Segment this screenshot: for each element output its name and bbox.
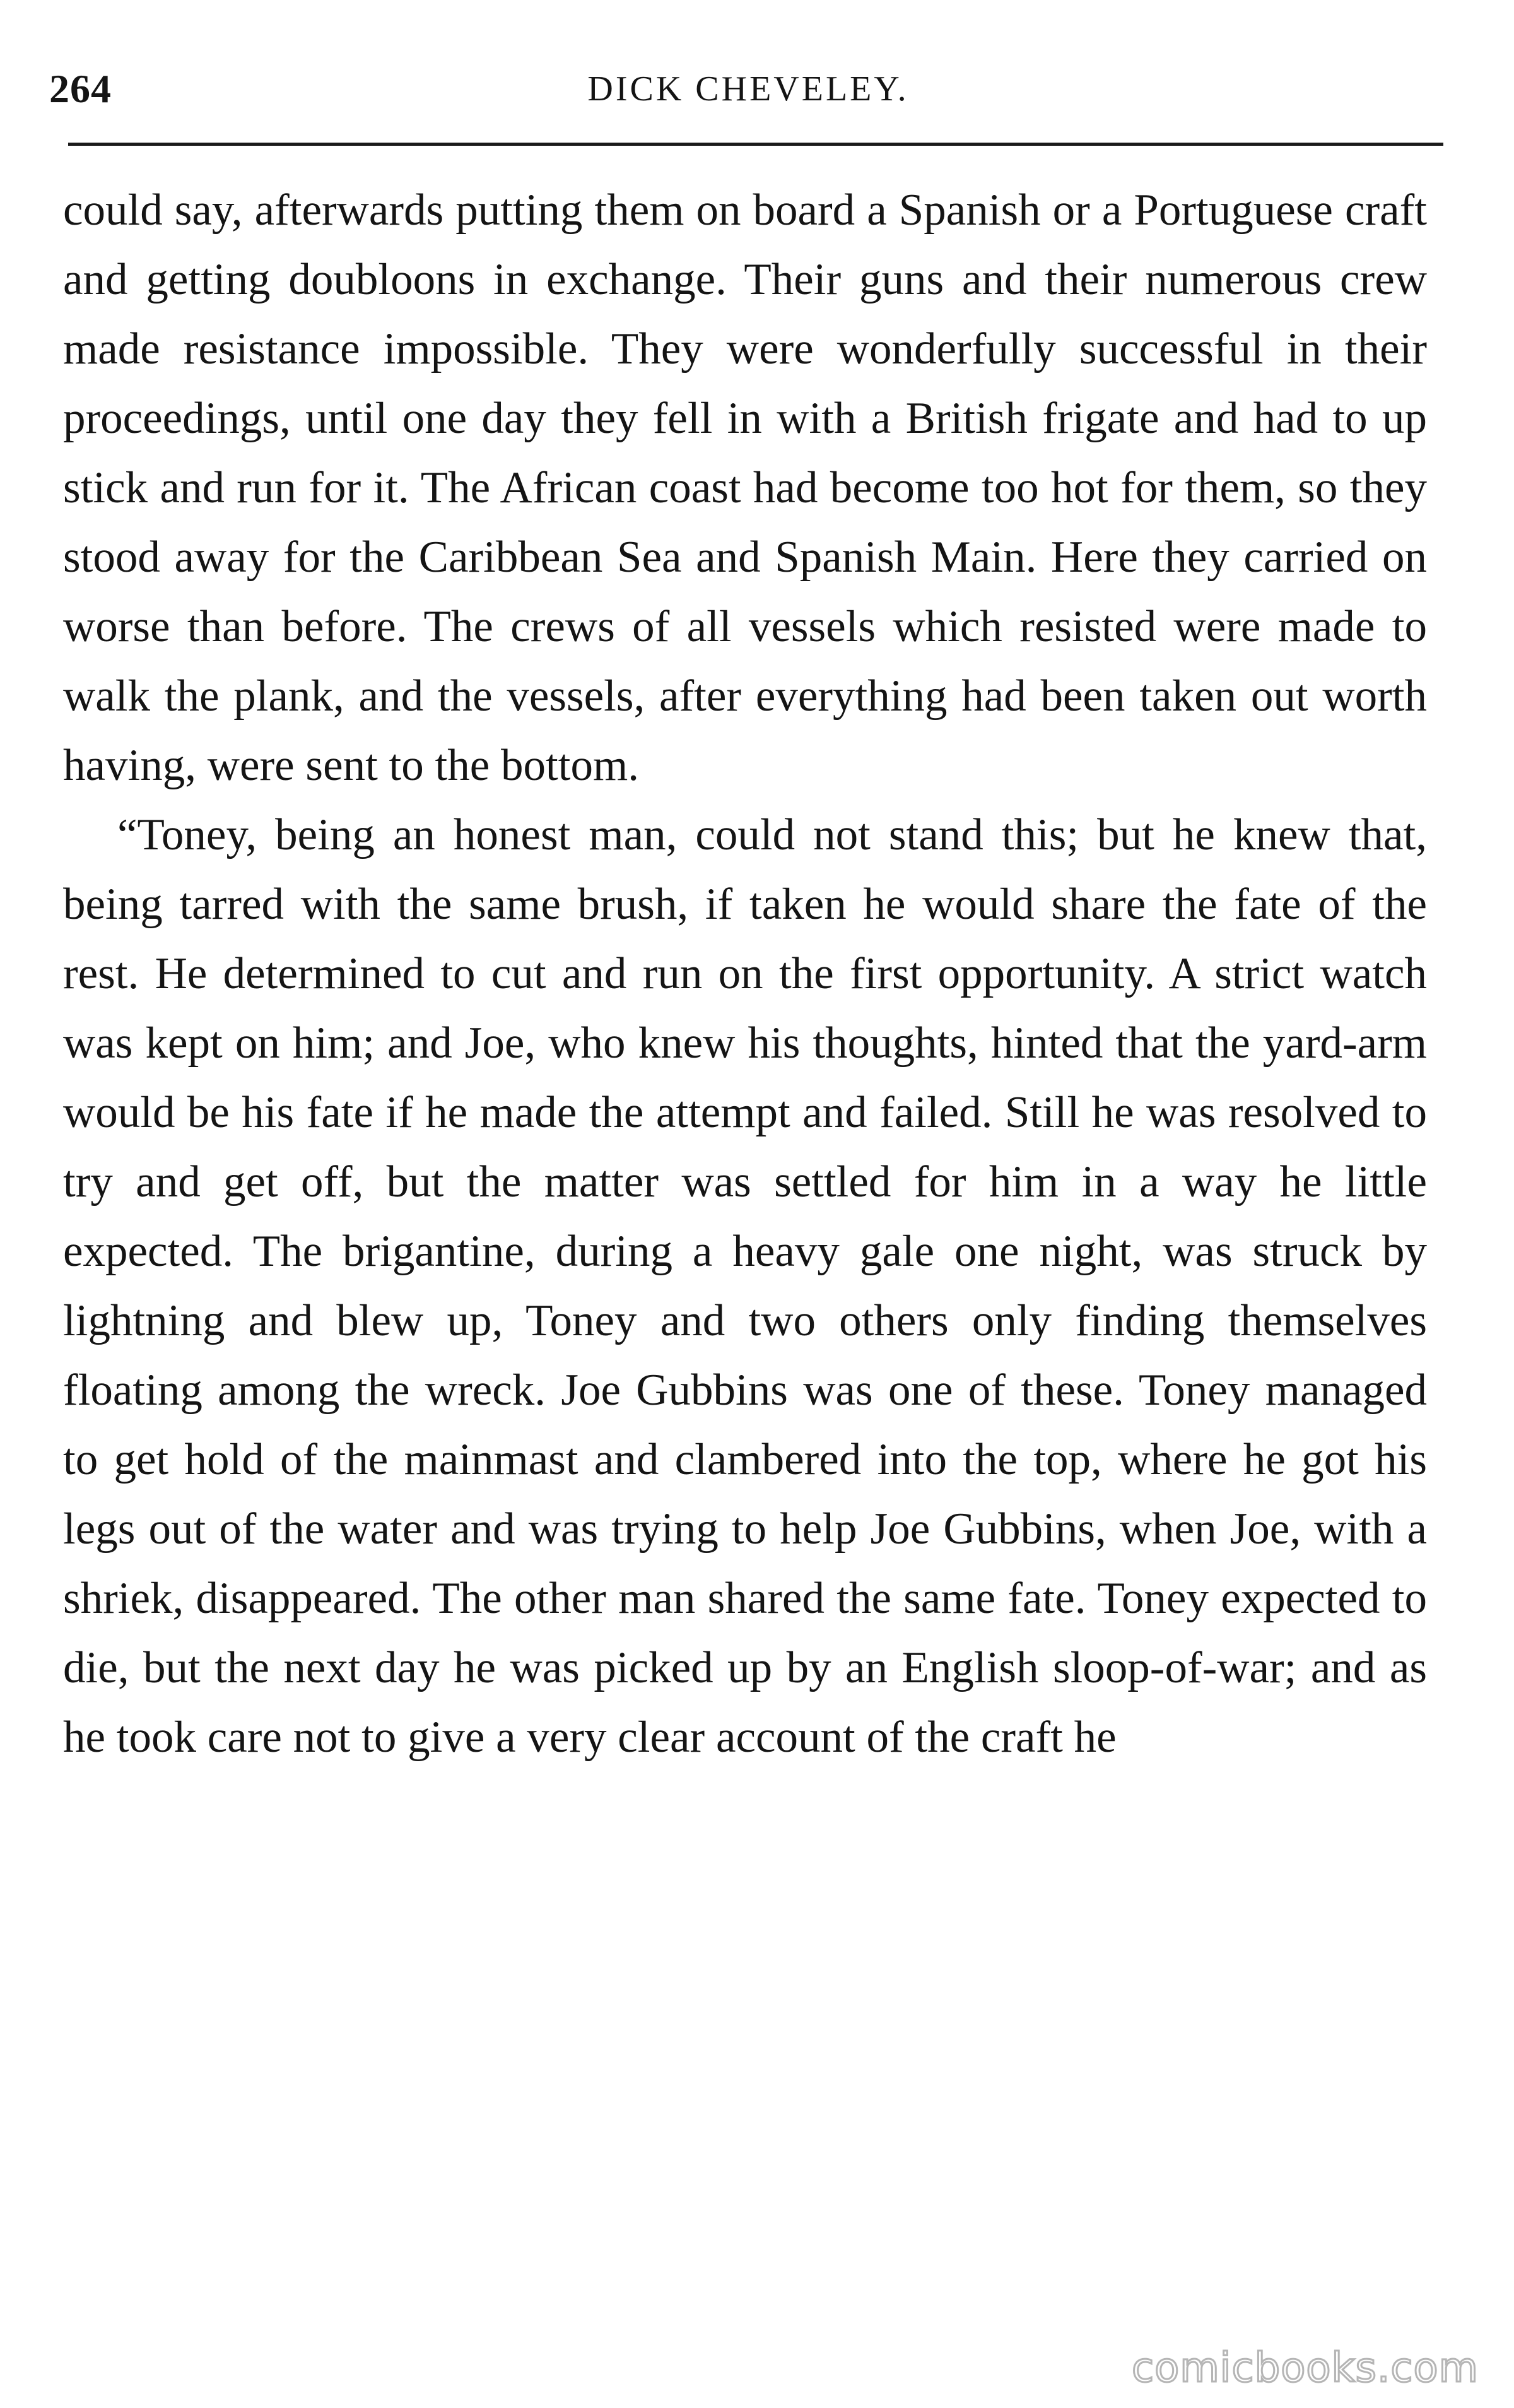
paragraph-continued: could say, afterwards putting them on board a Spanish or a Portuguese craft and getting doubloons in exchange. Their guns and their numerous crew made resistance impossible. They were wonderfully successful in their proceedings, until one day they fell in with a British frigate and had to up stick and run for it. The African coast had become too hot for them, so they stood away for the Caribbean Sea and Spanish Main. Here they carried on worse than before. The crews of all vessels which resisted were made to walk the plank, and the vessels, after everything had been taken out worth having, were sent to the bottom. — [63, 186, 1427, 790]
page-header — [45, 61, 1451, 117]
running-title: DICK CHEVELEY. — [587, 69, 909, 109]
page-number: 264 — [49, 66, 112, 111]
header-rule — [68, 143, 1443, 146]
paragraph-toney: “Toney, being an honest man, could not stand this; but he knew that, being tarred with the same brush, if taken he would share the fate of the rest. He determined to cut and run on the first opportunity. A strict watch was kept on him; and Joe, who knew his thoughts, hinted that the yard-arm would be his fate if he made the attempt and failed. Still he was resolved to try and get off, but the matter was settled for him in a way he little expected. The brigantine, during a heavy gale one night, was struck by lightning and blew up, Toney and two others only finding themselves floating among the wreck. Joe Gubbins was one of these. Toney managed to get hold of the mainmast and clambered into the top, where he got his legs out of the water and was trying to help Joe Gubbins, when Joe, with a shriek, disappeared. The other man shared the same fate. Toney expected to die, but the next day he was picked up by an English sloop-of-war; and as he took care not to give a very clear account of the craft he — [63, 810, 1427, 1762]
watermark-logo: comicbooks.com — [1131, 2345, 1479, 2392]
page-body — [63, 175, 1427, 1772]
